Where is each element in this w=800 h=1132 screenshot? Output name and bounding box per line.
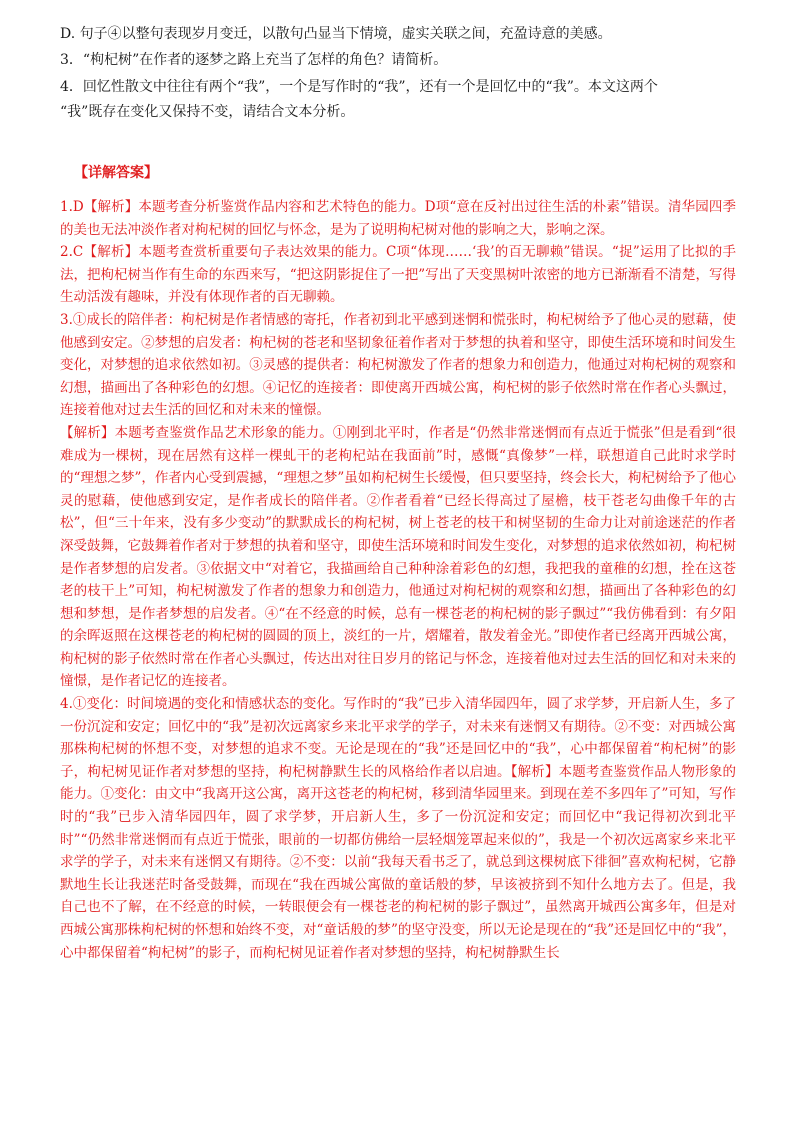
answer-3-analysis: 【解析】本题考查鉴赏作品艺术形象的能力。①刚到北平时，作者是“仍然非常迷惘而有点近于慌张”但是看到“很难成为一棵树，现在居然有这样一棵虬干的老枸杞站在我面前”时，感慨“真像梦”一样，联想道自己此时求学时的“理想之梦”，作者内心受到震撼，“理想之梦”虽如枸杞树生长缓慢，但只要坚持，终会长大，枸杞树给予了他心灵的慰藉，使他感到安定，是作者成长的陪伴者。②作者看着“已经长得高过了屋檐，枝干苍老勾曲像千年的古松”，但“三十年来，没有多少变动”的默默成长的枸杞树，树上苍老的枝干和树坚韧的生命力让对前途迷茫的作者深受鼓舞，它鼓舞着作者对于梦想的执着和坚守，即使生活环境和时间发生变化，对梦想的追求依然如初，枸杞树是作者梦想的启发者。③依据文中“对着它，我描画给自己种种涂着彩色的幻想，我把我的童稚的幻想，拴在这苍老的枝干上”可知，枸杞树激发了作者的想象力和创造力，他通过对枸杞树的观察和幻想，描画出了各种彩色的幻想和梦想，是作者梦想的启发者。④“在不经意的时候，总有一棵苍老的枸杞树的影子飘过”“我仿佛看到：有夕阳的余晖返照在这棵苍老的枸杞树的圆圆的顶上，淡红的一片，熠耀着，散发着金光。”即使作者已经离开西城公寓，枸杞树的影子依然时常在作者心头飘过，传达出对往日岁月的铭记与怀念，连接着他对过去生活的回忆和对未来的憧憬，是作者记忆的连接者。 bbox=[60, 424, 736, 690]
answer-heading: 【详解答案】 bbox=[74, 165, 158, 181]
answer-4: 4.①变化：时间境遇的变化和情感状态的变化。写作时的“我”已步入清华园四年，圆了求学梦，开启新人生，多了一份沉淀和安定；回忆中的“我”是初次远离家乡来北平求学的学子，对未来有迷惘又有期待。②不变：对西城公寓那株枸杞树的怀想不变，对梦想的追求不变。无论是现在的“我”还是回忆中的“我”，心中都保留着“枸杞树”的影子，枸杞树见证作者对梦想的坚持，枸杞树静默生长的风格给作者以启迪。【解析】本题考查鉴赏作品人物形象的能力。①变化：由文中“我离开这公寓，离开这苍老的枸杞树，移到清华园里来。到现在差不多四年了”可知，写作时的“我”已步入清华园四年，圆了求学梦，开启新人生，多了一份沉淀和安定；而回忆中“我记得初次到北平时”“仍然非常迷惘而有点近于慌张，眼前的一切都仿佛给一层轻烟笼罩起来似的”，我是一个初次远离家乡来北平求学的学子，对未来有迷惘又有期待。②不变：以前“我每天看书乏了，就总到这棵树底下徘徊”喜欢枸杞树，它静默地生长让我迷茫时备受鼓舞，而现在“我在西城公寓做的童话般的梦，早该被挤到不知什么地方去了。但是，我自己也不了解，在不经意的时候，一转眼便会有一棵苍老的枸杞树的影子飘过”，虽然离开城西公寓多年，但是对西城公寓那株枸杞树的怀想和始终不变，对“童话般的梦”的坚守没变，所以无论是现在的“我”还是回忆中的“我”，心中都保留着“枸杞树”的影子，而枸杞树见证着作者对梦想的坚持，枸杞树静默生长 bbox=[60, 696, 736, 961]
question-4-line-1: 4．回忆性散文中往往有两个“我”，一个是写作时的“我”，还有一个是回忆中的“我”。本文这两个 bbox=[60, 79, 658, 95]
question-4-line-2: “我”既存在变化又保持不变，请结合文本分析。 bbox=[60, 104, 355, 120]
question-3: 3．“枸杞树”在作者的逐梦之路上充当了怎样的角色？请简析。 bbox=[60, 52, 448, 68]
answer-section bbox=[60, 196, 736, 964]
answer-1: 1.D【解析】本题考查分析鉴赏作品内容和艺术特色的能力。D项“意在反衬出过往生活的朴素”错误。清华园四季的美也无法冲淡作者对枸杞树的回忆与怀念，是为了说明枸杞树对他的影响之大，影响之深。 bbox=[60, 199, 736, 238]
answer-2: 2.C【解析】本题考查赏析重要句子表达效果的能力。C项“体现……‘我’的百无聊赖”错误。“捉”运用了比拟的手法，把枸杞树当作有生命的东西来写，“把这阴影捉住了一把”写出了天变黑树叶浓密的地方已渐渐看不清楚，写得生动活泼有趣味，并没有体现作者的百无聊赖。 bbox=[60, 244, 736, 306]
question-2-option-d: D. 句子④以整句表现岁月变迁，以散句凸显当下情境，虚实关联之间，充盈诗意的美感。 bbox=[60, 26, 612, 42]
answer-3: 3.①成长的陪伴者：枸杞树是作者情感的寄托，作者初到北平感到迷惘和慌张时，枸杞树给予了他心灵的慰藉，使他感到安定。②梦想的启发者：枸杞树的苍老和坚韧象征着作者对于梦想的执着和坚守，即使生活环境和时间发生变化，对梦想的追求依然如初。③灵感的提供者：枸杞树激发了作者的想象力和创造力，他通过对枸杞树的观察和幻想，描画出了各种彩色的幻想。④记忆的连接者：即使离开西城公寓，枸杞树的影子依然时常在作者心头飘过，连接着他对过去生活的回忆和对未来的憧憬。 bbox=[60, 311, 736, 419]
